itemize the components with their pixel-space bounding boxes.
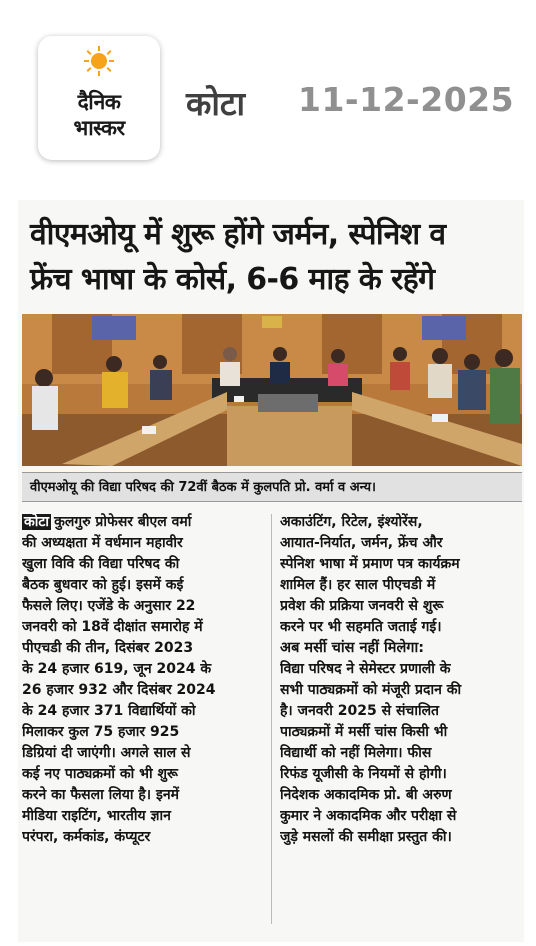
publication-date: 11-12-2025: [298, 80, 515, 119]
body-line: शामिल हैं। हर साल पीएचडी में: [280, 577, 436, 593]
body-line: करने पर भी सहमति जताई गई।: [280, 619, 442, 635]
body-line: बैठक बुधवार को हुई। इसमें कई: [22, 577, 184, 593]
body-line: करने का फैसला लिया है। इनमें: [22, 787, 179, 803]
body-line: डिग्रियां दी जाएंगी। अगले साल से: [22, 745, 191, 761]
body-line: पाठ्यक्रमों में मर्सी चांस किसी भी: [280, 724, 448, 740]
body-line: पीएचडी की तीन, दिसंबर 2023: [22, 640, 194, 656]
photo-caption: वीएमओयू की विद्या परिषद की 72वीं बैठक में कुलपति प्रो. वर्मा व अन्य।: [22, 472, 522, 502]
body-line: मीडिया राइटिंग, भारतीय ज्ञान: [22, 808, 171, 824]
body-line: कोटा कुलगुरु प्रोफेसर बीएल वर्मा: [24, 514, 192, 530]
logo-line-1: दैनिक: [77, 90, 121, 114]
body-line: कई नए पाठ्यक्रमों को भी शुरू: [22, 766, 178, 782]
article-subhead: अब मर्सी चांस नहीं मिलेगा:: [280, 640, 425, 656]
body-line: जनवरी को 18वें दीक्षांत समारोह में: [22, 619, 203, 635]
body-line: निदेशक अकादमिक प्रो. बी अरुण: [280, 787, 452, 803]
body-line: रिफंड यूजीसी के नियमों से होगी।: [280, 766, 447, 782]
body-line: प्रवेश की प्रक्रिया जनवरी से शुरू: [280, 598, 444, 614]
body-line: विद्या परिषद ने सेमेस्टर प्रणाली के: [280, 661, 451, 677]
headline-line-2: फ्रेंच भाषा के कोर्स, 6-6 माह के रहेंगे: [30, 262, 435, 297]
headline-line-1: वीएमओयू में शुरू होंगे जर्मन, स्पेनिश व: [30, 217, 446, 252]
body-line: सभी पाठ्यक्रमों को मंजूरी प्रदान की: [280, 682, 462, 698]
body-line: खुला विवि की विद्या परिषद की: [22, 556, 180, 572]
body-line: के 24 हजार 619, जून 2024 के: [22, 661, 212, 677]
body-line: कुमार ने अकादमिक और परीक्षा से: [280, 808, 457, 824]
body-line: जुड़े मसलों की समीक्षा प्रस्तुत की।: [280, 829, 452, 845]
body-line: अकाउंटिंग, रिटेल, इंश्योरेंस,: [280, 514, 423, 530]
body-line: विद्यार्थी को नहीं मिलेगा। फीस: [280, 745, 432, 761]
article-headline: [30, 212, 510, 302]
body-line: स्पेनिश भाषा में प्रमाण पत्र कार्यक्रम: [280, 556, 460, 572]
body-line: के 24 हजार 371 विद्यार्थियों को: [22, 703, 196, 719]
article-body-right: [280, 512, 524, 848]
dainik-bhaskar-logo: [38, 36, 160, 160]
body-line: 26 हजार 932 और दिसंबर 2024: [22, 682, 216, 698]
column-divider: [271, 514, 272, 924]
body-line: फैसले लिए। एजेंडे के अनुसार 22: [22, 598, 196, 614]
dateline: कोटा: [24, 514, 50, 530]
body-line: परंपरा, कर्मकांड, कंप्यूटर: [22, 829, 151, 845]
body-line: मिलाकर कुल 75 हजार 925: [22, 724, 180, 740]
article-body-left: [22, 512, 266, 848]
sun-icon: [84, 46, 114, 76]
body-line: आयात-निर्यात, जर्मन, फ्रेंच और: [280, 535, 443, 551]
body-line: की अध्यक्षता में वर्धमान महावीर: [22, 535, 183, 551]
meeting-photo: [22, 314, 522, 466]
logo-line-2: भास्कर: [73, 116, 125, 140]
body-line: है। जनवरी 2025 से संचालित: [280, 703, 440, 719]
city-name: कोटा: [186, 84, 246, 123]
